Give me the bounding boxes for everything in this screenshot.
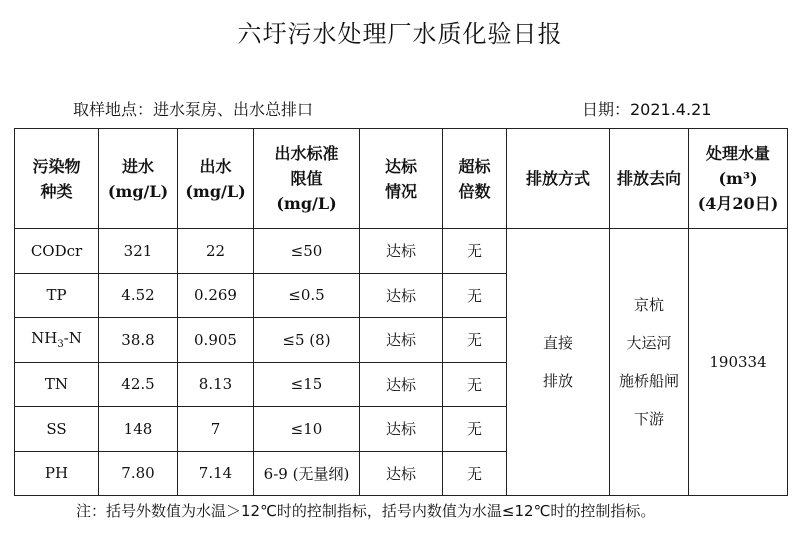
header-type: 污染物 种类 bbox=[15, 129, 99, 229]
exceed-value: 无 bbox=[443, 229, 507, 273]
header-limit: 出水标准 限值 (mg/L) bbox=[254, 129, 360, 229]
exceed-value: 无 bbox=[443, 362, 507, 406]
status-value: 达标 bbox=[360, 407, 443, 451]
pollutant-name: CODcr bbox=[15, 229, 99, 273]
pollutant-name: TN bbox=[15, 362, 99, 406]
limit-value: ≤5 (8) bbox=[254, 318, 360, 362]
influent-value: 38.8 bbox=[99, 318, 178, 362]
limit-value: ≤0.5 bbox=[254, 273, 360, 317]
exceed-value: 无 bbox=[443, 451, 507, 496]
header-effluent: 出水 (mg/L) bbox=[178, 129, 254, 229]
limit-value: ≤50 bbox=[254, 229, 360, 273]
effluent-value: 7.14 bbox=[178, 451, 254, 496]
effluent-value: 0.269 bbox=[178, 273, 254, 317]
header-discharge-method: 排放方式 bbox=[507, 129, 610, 229]
influent-value: 7.80 bbox=[99, 451, 178, 496]
influent-value: 4.52 bbox=[99, 273, 178, 317]
limit-value: ≤15 bbox=[254, 362, 360, 406]
status-value: 达标 bbox=[360, 451, 443, 496]
status-value: 达标 bbox=[360, 318, 443, 362]
limit-value: 6-9 (无量纲) bbox=[254, 451, 360, 496]
sampling-location: 取样地点：进水泵房、出水总排口 bbox=[73, 100, 314, 119]
exceed-value: 无 bbox=[443, 407, 507, 451]
pollutant-name: PH bbox=[15, 451, 99, 496]
header-exceed: 超标 倍数 bbox=[443, 129, 507, 229]
effluent-value: 0.905 bbox=[178, 318, 254, 362]
header-volume: 处理水量 (m³) (4月20日) bbox=[689, 129, 788, 229]
water-quality-table bbox=[14, 128, 788, 496]
status-value: 达标 bbox=[360, 362, 443, 406]
header-influent: 进水 (mg/L) bbox=[99, 129, 178, 229]
discharge-method-cell: 直接 排放 bbox=[507, 229, 610, 496]
table-row-codcr bbox=[15, 229, 788, 273]
pollutant-name: $NH_3-N$ bbox=[15, 318, 99, 362]
header-discharge-to: 排放去向 bbox=[610, 129, 689, 229]
report-title: 六圩污水处理厂水质化验日报 bbox=[237, 20, 563, 48]
effluent-value: 7 bbox=[178, 407, 254, 451]
effluent-value: 22 bbox=[178, 229, 254, 273]
pollutant-name: TP bbox=[15, 273, 99, 317]
header-row bbox=[15, 129, 788, 229]
header-status: 达标 情况 bbox=[360, 129, 443, 229]
limit-value: ≤10 bbox=[254, 407, 360, 451]
pollutant-name: SS bbox=[15, 407, 99, 451]
influent-value: 42.5 bbox=[99, 362, 178, 406]
status-value: 达标 bbox=[360, 273, 443, 317]
influent-value: 148 bbox=[99, 407, 178, 451]
treated-volume: 190334 bbox=[689, 229, 788, 496]
exceed-value: 无 bbox=[443, 318, 507, 362]
effluent-value: 8.13 bbox=[178, 362, 254, 406]
influent-value: 321 bbox=[99, 229, 178, 273]
status-value: 达标 bbox=[360, 229, 443, 273]
discharge-to-cell: 京杭 大运河 施桥船闸 下游 bbox=[610, 229, 689, 496]
report-date: 日期：2021.4.21 bbox=[582, 100, 712, 119]
footnote: 注：括号外数值为水温＞12℃时的控制指标，括号内数值为水温≤12℃时的控制指标。 bbox=[76, 502, 656, 520]
exceed-value: 无 bbox=[443, 273, 507, 317]
